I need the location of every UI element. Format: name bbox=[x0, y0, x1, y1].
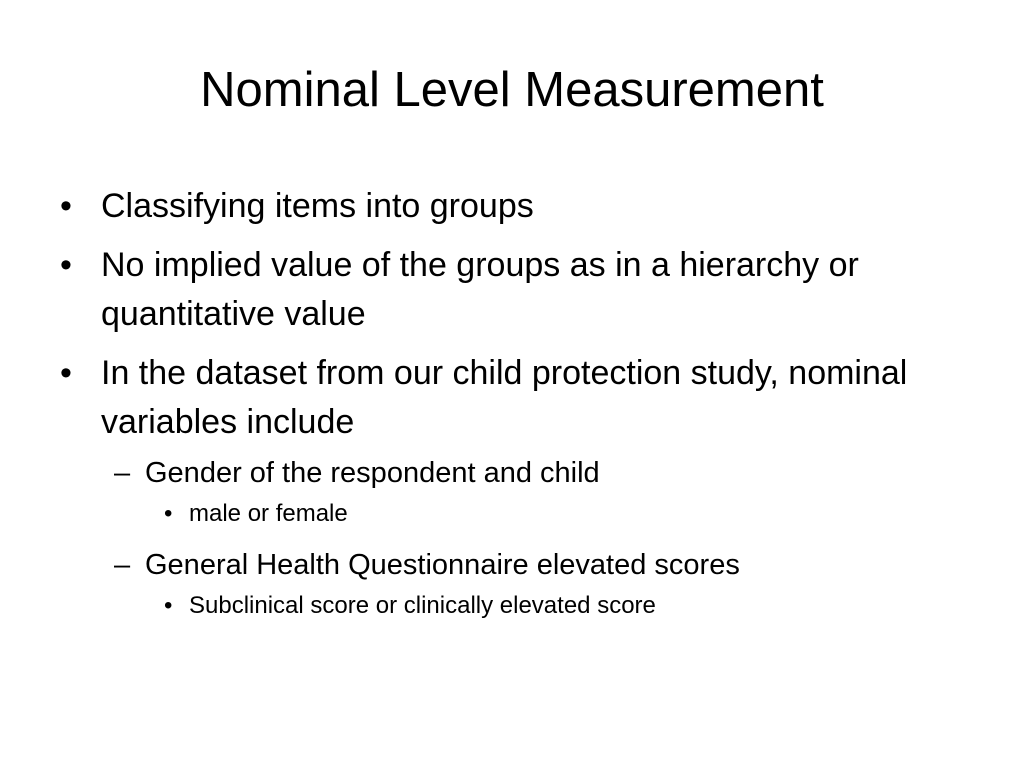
bullet-marker: • bbox=[164, 500, 173, 527]
bullet-marker: • bbox=[60, 187, 72, 225]
bullet-marker: • bbox=[60, 354, 72, 392]
sub-sub-bullet-text: male or female bbox=[189, 500, 348, 527]
sub-bullet-item bbox=[0, 453, 1024, 493]
sub-bullet-item bbox=[0, 545, 1024, 585]
sub-bullet-text: General Health Questionnaire elevated scores bbox=[145, 549, 740, 581]
slide-title: Nominal Level Measurement bbox=[200, 63, 824, 117]
bullet-item bbox=[0, 241, 1024, 339]
dash-marker: – bbox=[114, 549, 131, 581]
sub-sub-bullet-text: Subclinical score or clinically elevated score bbox=[189, 592, 656, 619]
bullet-marker: • bbox=[164, 592, 173, 619]
sub-sub-bullet-item bbox=[0, 589, 1024, 623]
dash-marker: – bbox=[114, 457, 131, 489]
bullet-item bbox=[0, 182, 1024, 231]
bullet-item bbox=[0, 349, 1024, 447]
sub-sub-bullet-item bbox=[0, 497, 1024, 531]
sub-bullet-text: Gender of the respondent and child bbox=[145, 457, 600, 489]
bullet-marker: • bbox=[60, 246, 72, 284]
bullet-text: In the dataset from our child protection study, nominal variables include bbox=[101, 354, 908, 441]
bullet-text: No implied value of the groups as in a hierarchy or quantitative value bbox=[101, 246, 859, 333]
bullet-text: Classifying items into groups bbox=[101, 187, 534, 225]
bullet-list bbox=[0, 182, 1024, 637]
